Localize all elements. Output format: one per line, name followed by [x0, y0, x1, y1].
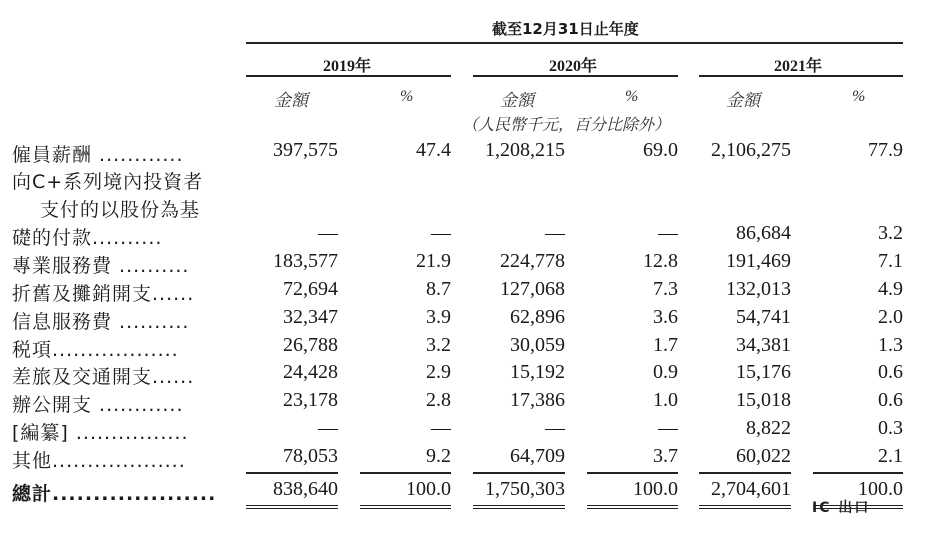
table-row-7-percent-2021: 1.3	[878, 334, 903, 356]
year-2019: 2019年	[323, 58, 372, 75]
table-row-0-percent-2019: 47.4	[416, 139, 451, 161]
table-row-9-label: 辦公開支 ............	[12, 394, 184, 416]
total-rule-2020-pct	[587, 505, 678, 509]
subtotal-rule-2019-pct	[360, 472, 451, 474]
table-row-9-amount-2021: 15,018	[736, 389, 791, 411]
total-rule-2019-amt	[246, 505, 338, 509]
table-row-9-percent-2019: 2.8	[426, 389, 451, 411]
table-row-11-label: 其他...................	[12, 450, 186, 472]
table-row-10-percent-2020: —	[658, 417, 678, 439]
year-rule-2020	[473, 75, 678, 77]
table-row-8-percent-2021: 0.6	[878, 361, 903, 383]
total-row-percent-2021: 100.0	[858, 478, 903, 500]
table-row-4-amount-2019: 183,577	[273, 250, 338, 272]
total-row-label: 總計....................	[12, 483, 217, 505]
subtotal-rule-2021-amt	[699, 472, 791, 474]
table-row-11-amount-2020: 64,709	[510, 445, 565, 467]
table-row-7-amount-2021: 34,381	[736, 334, 791, 356]
total-rule-2021-amt	[699, 505, 791, 509]
table-row-10-label: [編纂] ................	[12, 422, 189, 444]
total-row-amount-2019: 838,640	[273, 478, 338, 500]
table-row-0-amount-2019: 397,575	[273, 139, 338, 161]
table-row-5-percent-2021: 4.9	[878, 278, 903, 300]
period-header: 截至12月31日止年度	[492, 20, 639, 38]
table-row-7-amount-2019: 26,788	[283, 334, 338, 356]
total-row-amount-2020: 1,750,303	[485, 478, 565, 500]
table-row-9-amount-2019: 23,178	[283, 389, 338, 411]
table-row-4-label: 專業服務費 ..........	[12, 255, 190, 277]
table-row-5-amount-2019: 72,694	[283, 278, 338, 300]
table-row-11-amount-2021: 60,022	[736, 445, 791, 467]
table-row-7-percent-2020: 1.7	[653, 334, 678, 356]
table-row-0-amount-2020: 1,208,215	[485, 139, 565, 161]
table-row-7-percent-2019: 3.2	[426, 334, 451, 356]
table-row-8-percent-2020: 0.9	[653, 361, 678, 383]
amount-header-2021: 金額	[726, 91, 760, 111]
total-rule-2020-amt	[473, 505, 565, 509]
table-row-3-amount-2021: 86,684	[736, 222, 791, 244]
table-row-8-label: 差旅及交通開支......	[12, 366, 195, 388]
table-row-6-percent-2020: 3.6	[653, 306, 678, 328]
table-row-5-label: 折舊及攤銷開支......	[12, 283, 195, 305]
table-row-4-percent-2019: 21.9	[416, 250, 451, 272]
table-row-6-amount-2019: 32,347	[283, 306, 338, 328]
table-row-3-percent-2020: —	[658, 222, 678, 244]
table-row-4-percent-2021: 7.1	[878, 250, 903, 272]
table-row-6-label: 信息服務費 ..........	[12, 311, 190, 333]
table-row-7-label: 税項..................	[12, 339, 179, 361]
table-row-5-amount-2021: 132,013	[726, 278, 791, 300]
table-row-11-amount-2019: 78,053	[283, 445, 338, 467]
table-row-0-amount-2021: 2,106,275	[711, 139, 791, 161]
table-row-4-amount-2020: 224,778	[500, 250, 565, 272]
watermark: IC 出口	[812, 500, 871, 516]
unit-note: （人民幣千元，百分比除外）	[462, 115, 671, 134]
header-rule	[246, 42, 903, 44]
table-row-9-percent-2020: 1.0	[653, 389, 678, 411]
table-row-0-percent-2021: 77.9	[868, 139, 903, 161]
subtotal-rule-2020-pct	[587, 472, 678, 474]
table-row-3-amount-2020: —	[545, 222, 565, 244]
table-row-8-percent-2019: 2.9	[426, 361, 451, 383]
table-row-4-percent-2020: 12.8	[643, 250, 678, 272]
table-row-1-label: 向C+系列境內投資者	[12, 171, 204, 193]
table-row-8-amount-2020: 15,192	[510, 361, 565, 383]
year-2020: 2020年	[549, 58, 598, 75]
year-2021: 2021年	[774, 58, 823, 75]
table-row-6-percent-2019: 3.9	[426, 306, 451, 328]
percent-header-2019: %	[400, 88, 414, 105]
table-row-6-amount-2020: 62,896	[510, 306, 565, 328]
table-row-5-percent-2019: 8.7	[426, 278, 451, 300]
table-row-6-amount-2021: 54,741	[736, 306, 791, 328]
year-rule-2019	[246, 75, 451, 77]
table-row-7-amount-2020: 30,059	[510, 334, 565, 356]
subtotal-rule-2019-amt	[246, 472, 338, 474]
subtotal-rule-2020-amt	[473, 472, 565, 474]
total-row-percent-2020: 100.0	[633, 478, 678, 500]
table-row-8-amount-2019: 24,428	[283, 361, 338, 383]
total-rule-2019-pct	[360, 505, 451, 509]
table-row-3-percent-2019: —	[431, 222, 451, 244]
table-row-3-percent-2021: 3.2	[878, 222, 903, 244]
percent-header-2021: %	[852, 88, 866, 105]
table-row-8-amount-2021: 15,176	[736, 361, 791, 383]
table-row-11-percent-2021: 2.1	[878, 445, 903, 467]
year-rule-2021	[699, 75, 903, 77]
amount-header-2020: 金額	[500, 91, 534, 111]
table-row-4-amount-2021: 191,469	[726, 250, 791, 272]
table-row-10-percent-2021: 0.3	[878, 417, 903, 439]
table-row-11-percent-2019: 9.2	[426, 445, 451, 467]
table-row-0-label: 僱員薪酬 ............	[12, 144, 184, 166]
table-row-10-amount-2021: 8,822	[746, 417, 791, 439]
total-row-percent-2019: 100.0	[406, 478, 451, 500]
total-row-amount-2021: 2,704,601	[711, 478, 791, 500]
table-row-3-label: 礎的付款..........	[12, 227, 163, 249]
table-row-9-percent-2021: 0.6	[878, 389, 903, 411]
table-row-11-percent-2020: 3.7	[653, 445, 678, 467]
table-row-5-percent-2020: 7.3	[653, 278, 678, 300]
table-row-3-amount-2019: —	[318, 222, 338, 244]
table-row-0-percent-2020: 69.0	[643, 139, 678, 161]
table-row-6-percent-2021: 2.0	[878, 306, 903, 328]
amount-header-2019: 金額	[274, 91, 308, 111]
subtotal-rule-2021-pct	[813, 472, 903, 474]
table-row-9-amount-2020: 17,386	[510, 389, 565, 411]
table-row-2-label: 支付的以股份為基	[40, 199, 201, 221]
table-row-5-amount-2020: 127,068	[500, 278, 565, 300]
table-row-10-amount-2020: —	[545, 417, 565, 439]
table-row-10-amount-2019: —	[318, 417, 338, 439]
percent-header-2020: %	[625, 88, 639, 105]
table-row-10-percent-2019: —	[431, 417, 451, 439]
